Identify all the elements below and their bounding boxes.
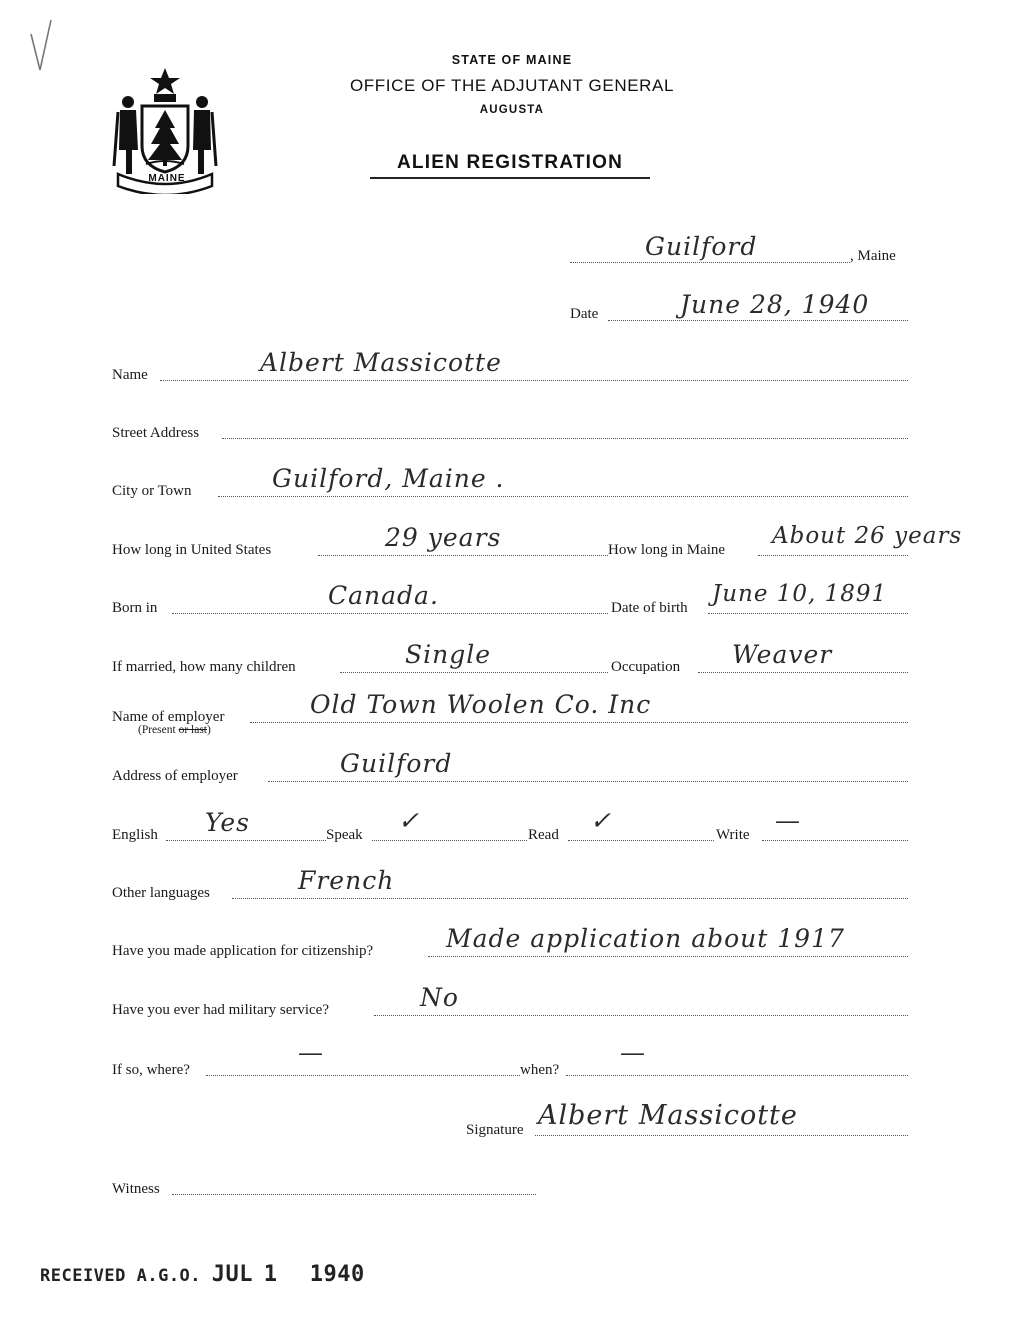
employer-address-value: Guilford bbox=[340, 749, 453, 778]
form-title: ALIEN REGISTRATION bbox=[370, 152, 650, 179]
years-maine-value: About 26 years bbox=[772, 523, 963, 549]
seal-banner-text: MAINE bbox=[148, 173, 186, 184]
employer-sub-label bbox=[138, 724, 211, 736]
dob-line bbox=[708, 613, 908, 614]
military-line bbox=[374, 1015, 908, 1016]
read-value: ✓ bbox=[590, 806, 612, 835]
military-label: Have you ever had military service? bbox=[112, 1002, 329, 1018]
header-state: STATE OF MAINE bbox=[451, 53, 573, 67]
street-line bbox=[222, 438, 908, 439]
citizenship-line bbox=[428, 956, 908, 957]
witness-line bbox=[172, 1194, 536, 1195]
witness-label: Witness bbox=[112, 1181, 160, 1197]
employer-value: Old Town Woolen Co. Inc bbox=[310, 690, 652, 719]
write-label: Write bbox=[716, 827, 750, 843]
speak-label: Speak bbox=[326, 827, 363, 843]
where-line bbox=[206, 1075, 520, 1076]
stamp-day: 1 bbox=[263, 1262, 278, 1287]
employer-address-line bbox=[268, 781, 908, 782]
write-value: — bbox=[775, 806, 801, 835]
military-value: No bbox=[420, 983, 459, 1012]
employer-sub-open: (Present bbox=[138, 724, 179, 736]
where-value: — bbox=[298, 1038, 324, 1067]
years-us-value: 29 years bbox=[385, 523, 502, 552]
header-city: AUGUSTA bbox=[479, 104, 545, 116]
stamp-prefix: RECEIVED A.G.O. bbox=[40, 1266, 202, 1286]
years-maine-label: How long in Maine bbox=[608, 542, 726, 558]
city-label: City or Town bbox=[112, 483, 192, 499]
employer-label: Name of employer bbox=[112, 709, 225, 725]
city-value: Guilford, Maine . bbox=[272, 464, 505, 493]
years-us-label: How long in United States bbox=[112, 542, 272, 558]
english-line bbox=[166, 840, 326, 841]
place-suffix: , Maine bbox=[850, 248, 896, 264]
signature-value: Albert Massicotte bbox=[538, 1100, 798, 1131]
read-line bbox=[568, 840, 714, 841]
employer-sub-close: ) bbox=[207, 724, 211, 736]
occupation-line bbox=[698, 672, 908, 673]
read-label: Read bbox=[528, 827, 559, 843]
city-line bbox=[218, 496, 908, 497]
occupation-label: Occupation bbox=[611, 659, 681, 675]
occupation-value: Weaver bbox=[732, 640, 833, 669]
write-line bbox=[762, 840, 908, 841]
employer-address-label: Address of employer bbox=[112, 768, 238, 784]
place-value: Guilford bbox=[645, 232, 758, 261]
signature-line bbox=[535, 1135, 908, 1136]
when-line bbox=[566, 1075, 908, 1076]
born-line bbox=[172, 613, 608, 614]
other-languages-label: Other languages bbox=[112, 885, 210, 901]
signature-label: Signature bbox=[466, 1122, 524, 1138]
when-value: — bbox=[620, 1038, 646, 1067]
speak-line bbox=[372, 840, 527, 841]
dob-label: Date of birth bbox=[611, 600, 688, 616]
name-value: Albert Massicotte bbox=[260, 348, 502, 377]
employer-line bbox=[250, 722, 908, 723]
english-label: English bbox=[112, 827, 158, 843]
check-mark-icon bbox=[28, 18, 54, 74]
date-line bbox=[608, 320, 908, 321]
header-office: OFFICE OF THE ADJUTANT GENERAL bbox=[349, 76, 675, 95]
other-languages-line bbox=[232, 898, 908, 899]
born-label: Born in bbox=[112, 600, 158, 616]
received-stamp bbox=[40, 1262, 365, 1287]
children-label: If married, how many children bbox=[112, 659, 296, 675]
years-maine-line bbox=[758, 555, 908, 556]
dob-value: June 10, 1891 bbox=[712, 581, 888, 607]
where-label: If so, where? bbox=[112, 1062, 190, 1078]
place-line bbox=[570, 262, 850, 263]
english-value: Yes bbox=[205, 808, 250, 837]
children-value: Single bbox=[405, 640, 492, 669]
street-label: Street Address bbox=[112, 425, 200, 441]
citizenship-label: Have you made application for citizenship? bbox=[112, 943, 374, 959]
born-value: Canada. bbox=[328, 581, 439, 610]
stamp-month: JUL bbox=[211, 1262, 254, 1287]
citizenship-value: Made application about 1917 bbox=[446, 924, 845, 953]
children-line bbox=[340, 672, 608, 673]
stamp-year: 1940 bbox=[309, 1262, 365, 1287]
years-us-line bbox=[318, 555, 608, 556]
name-label: Name bbox=[112, 367, 148, 383]
name-line bbox=[160, 380, 908, 381]
date-label: Date bbox=[570, 306, 599, 322]
when-label: when? bbox=[520, 1062, 560, 1078]
speak-value: ✓ bbox=[398, 806, 420, 835]
other-languages-value: French bbox=[298, 866, 395, 895]
employer-sub-strike: or last bbox=[178, 724, 207, 736]
date-value: June 28, 1940 bbox=[680, 290, 870, 319]
